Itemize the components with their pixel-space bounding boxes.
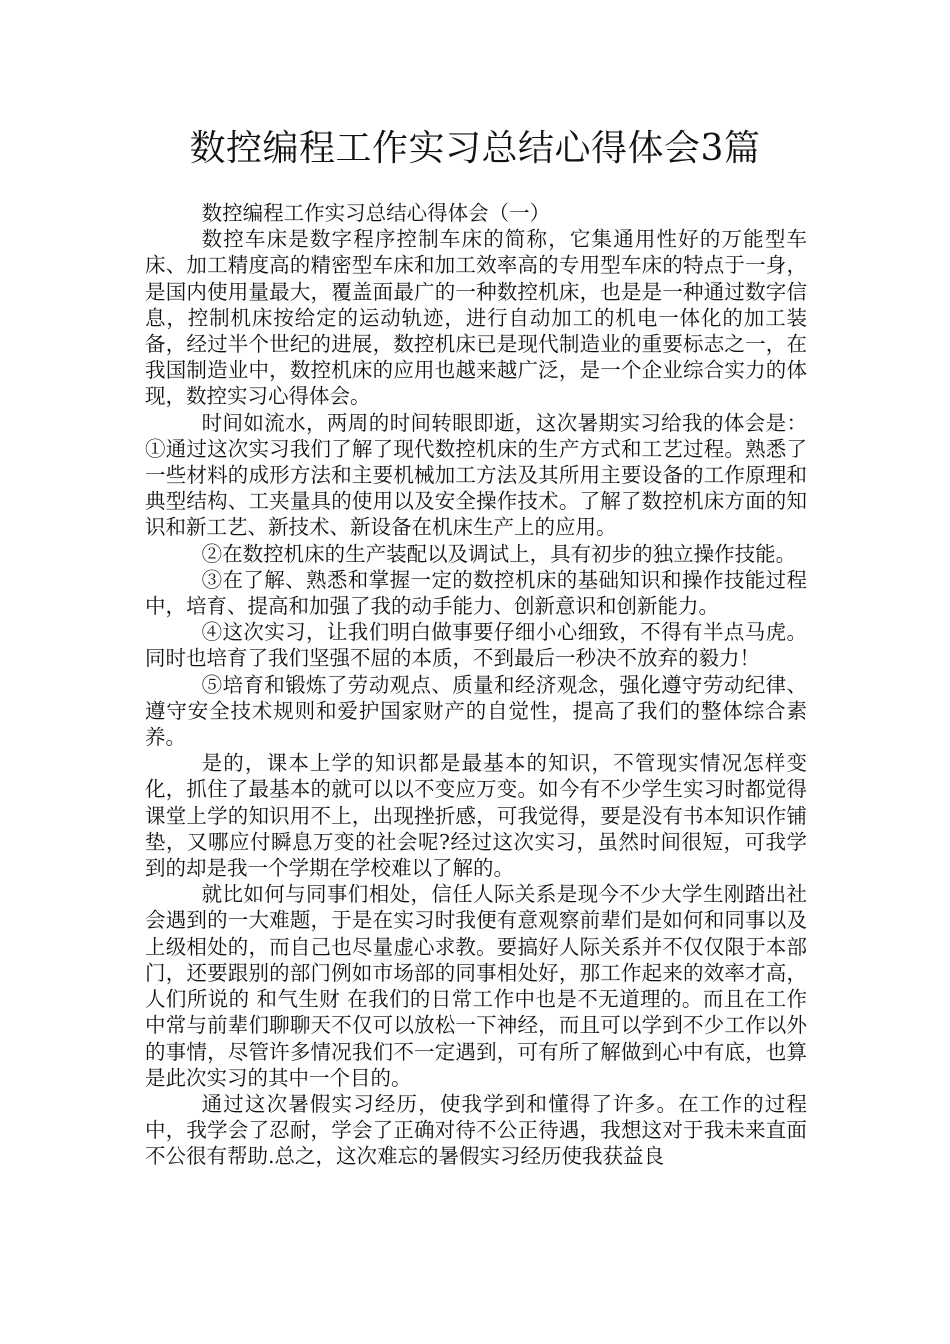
paragraph: ②在数控机床的生产装配以及调试上，具有初步的独立操作技能。 (201, 541, 797, 566)
paragraph: 通过这次暑假实习经历，使我学到和懂得了许多。在工作的过程中，我学会了忍耐，学会了正确对待不公正待遇，我想这对于我未来直面不公很有帮助.总之，这次难忘的暑假实习经历使我获益良 (145, 1091, 807, 1169)
document-title: 数控编程工作实习总结心得体会3篇 (189, 128, 761, 169)
paragraph: ③在了解、熟悉和掌握一定的数控机床的基础知识和操作技能过程中，培育、提高和加强了我的动手能力、创新意识和创新能力。 (145, 567, 807, 619)
paragraph: 就比如何与同事们相处，信任人际关系是现今不少大学生刚踏出社会遇到的一大难题，于是在实习时我便有意观察前辈们是如何和同事以及上级相处的，而自己也尽量虚心求教。要搞好人际关系并不仅仅限于本部门，还要跟别的部门例如市场部的同事相处好，那工作起来的效率才高，人们所说的 和气生财 在我们的日常工作中也是不无道理的。而且在工作中常与前辈们聊聊天不仅可以放松一下神经，而且可以学到不少工作以外的事情，尽管许多情况我们不一定遇到，可有所了解做到心中有底，也算是此次实习的其中一个目的。 (145, 882, 807, 1090)
document-body (145, 200, 807, 1170)
paragraph: 数控车床是数字程序控制车床的简称，它集通用性好的万能型车床、加工精度高的精密型车床和加工效率高的专用型车床的特点于一身，是国内使用量最大，覆盖面最广的一种数控机床，也是是一种通过数字信息，控制机床按给定的运动轨迹，进行自动加工的机电一体化的加工装备，经过半个世纪的进展，数控机床已是现代制造业的重要标志之一，在我国制造业中，数控机床的应用也越来越广泛，是一个企业综合实力的体现，数控实习心得体会。 (145, 227, 807, 409)
paragraph: ⑤培育和锻炼了劳动观点、质量和经济观念，强化遵守劳动纪律、遵守安全技术规则和爱护国家财产的自觉性，提高了我们的整体综合素养。 (145, 672, 807, 750)
section-heading: 数控编程工作实习总结心得体会（一） (201, 201, 551, 225)
paragraph: 时间如流水，两周的时间转眼即逝，这次暑期实习给我的体会是：①通过这次实习我们了解了现代数控机床的生产方式和工艺过程。熟悉了一些材料的成形方法和主要机械加工方法及其所用主要设备的工作原理和典型结构、工夹量具的使用以及安全操作技术。了解了数控机床方面的知识和新工艺、新技术、新设备在机床生产上的应用。 (145, 410, 807, 540)
paragraph: ④这次实习，让我们明白做事要仔细小心细致，不得有半点马虎。同时也培育了我们坚强不屈的本质，不到最后一秒决不放弃的毅力！ (145, 620, 807, 671)
paragraph: 是的，课本上学的知识都是最基本的知识，不管现实情况怎样变化，抓住了最基本的就可以以不变应万变。如今有不少学生实习时都觉得课堂上学的知识用不上，出现挫折感，可我觉得，要是没有书本知识作铺垫，又哪应付瞬息万变的社会呢?经过这次实习，虽然时间很短，可我学到的却是我一个学期在学校难以了解的。 (145, 751, 807, 881)
